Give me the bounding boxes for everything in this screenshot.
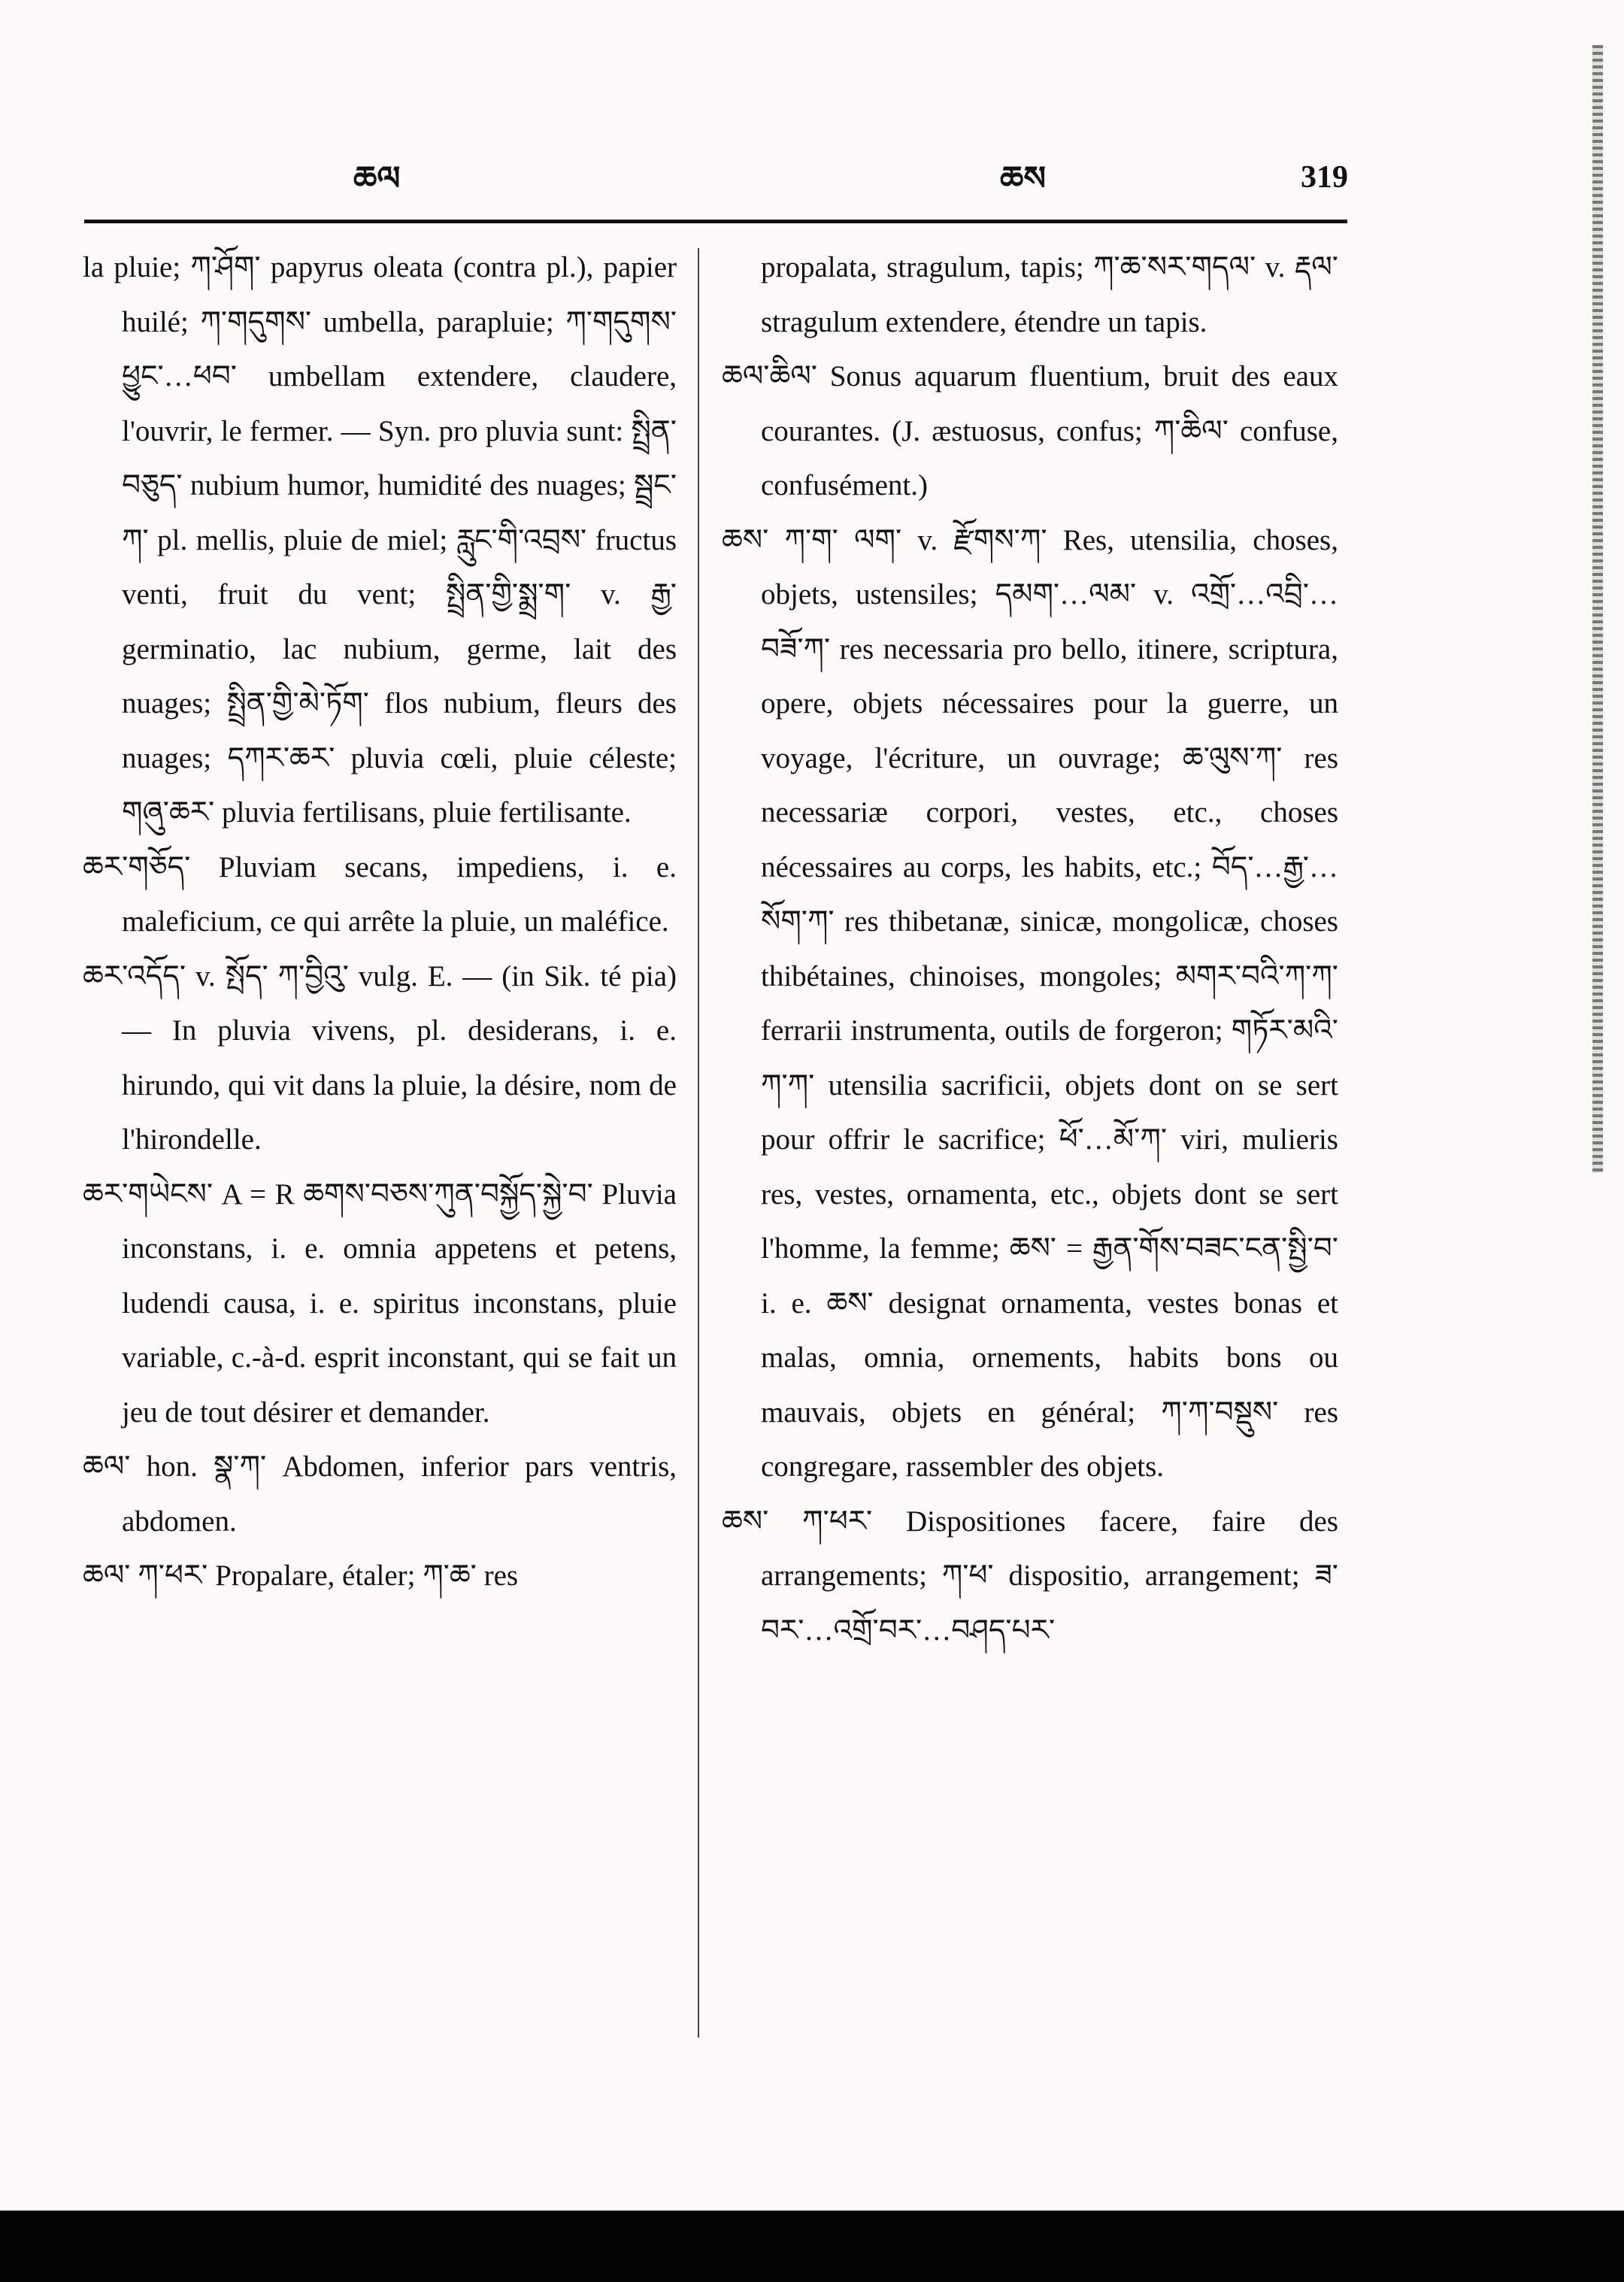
column-divider <box>698 248 699 2038</box>
header-rule <box>84 220 1347 223</box>
dictionary-entry: ཆས་ ཀ་ག་ ལག་ v. རྫོགས་ཀ་ Res, utensilia, choses, objets, ustensiles; དམག་…ལམ་ v. འགྲོ་…འབྲི་…བཟོ་ཀ་ res necessaria pro bello, itinere, scriptura, opere, objets nécessaires pour la guerre, un voyage, l'écriture, un ouvrage; ཆ་ལུས་ཀ་ res necessariæ corpori, vestes, etc., choses nécessaires au corps, les habits, etc.; བོད་…རྒྱ་…སོག་ཀ་ res thibetanæ, sinicæ, mongolicæ, choses thibétaines, chinoises, mongoles; མགར་བའི་ཀ་ཀ་ ferrarii instrumenta, outils de forgeron; གཏོར་མའི་ཀ་ཀ་ utensilia sacrificii, objets dont on se sert pour offrir le sacrifice; ཕོ་…མོ་ཀ་ viri, mulieris res, vestes, ornamenta, etc., objets dont se sert l'homme, la femme; ཆས་ = རྒྱན་གོས་བཟང་ངན་སྤྱི་བ་ i. e. ཆས་ designat ornamenta, vestes bonas et malas, omnia, ornements, habits bons ou mauvais, objets en général; ཀ་ཀ་བསྡུས་ res congregare, rassembler des objets. <box>722 523 1338 1483</box>
right-column <box>722 241 1338 1658</box>
dictionary-entry: ཆལ་ ཀ་ཕར་ Propalare, étaler; ཀ་ཆ་ res <box>83 1559 519 1592</box>
dictionary-entry: ཆར་གཡེངས་ A = R ཆགས་བཅས་ཀུན་བསྐྱོད་སྐྱེ་བ་ Pluvia inconstans, i. e. omnia appetens et petens, ludendi causa, i. e. spiritus inconstans, pluie variable, c.-à-d. esprit inconstant, qui se fait un jeu de tout désirer et demander. <box>83 1177 677 1429</box>
page-number: 319 <box>1301 160 1348 195</box>
running-head-left: ཆལ <box>353 160 401 197</box>
scan-bottom-bar <box>0 2211 1624 2282</box>
dictionary-entry: ཆལ་ཆིལ་ Sonus aquarum fluentium, bruit des eaux courantes. (J. æstuosus, confus; ཀ་ཆིལ་ confuse, confusément.) <box>722 360 1338 502</box>
dictionary-entry: propalata, stragulum, tapis; ཀ་ཆ་སར་གདལ་ v. རྡལ་ stragulum extendere, étendre un tapis. <box>761 251 1338 338</box>
running-head-center: ཆས <box>1000 160 1047 197</box>
dictionary-entry: la pluie; ཀ་ཤོག་ papyrus oleata (contra pl.), papier huilé; ཀ་གདུགས་ umbella, parapluie; ཀ་གདུགས་ཕྱུང་…ཕབ་ umbellam extendere, claudere, l'ouvrir, le fermer. — Syn. pro pluvia sunt: སྤྲིན་བཅུད་ nubium humor, humidité des nuages; སྦྲང་ཀ་ pl. mellis, pluie de miel; རླུང་གི་འབྲས་ fructus venti, fruit du vent; སྤྲིན་གྱི་སྨྲ་ག་ v. རྒྱ་ germinatio, lac nubium, germe, lait des nuages; སྤྲིན་གྱི་མེ་ཏོག་ flos nubium, fleurs des nuages; དཀར་ཆར་ pluvia cœli, pluie céleste; གཞུ་ཆར་ pluvia fertilisans, pluie fertilisante. <box>83 251 677 829</box>
dictionary-entry: ཆར་གཅོད་ Pluviam secans, impediens, i. e. maleficium, ce qui arrête la pluie, un maléfice. <box>83 850 677 938</box>
dictionary-entry: ཆས་ ཀ་ཕར་ Dispositiones facere, faire des arrangements; ཀ་ཕ་ dispositio, arrangement; ཟ་བར་…འགྲོ་བར་…བཤད་པར་ <box>722 1505 1338 1647</box>
left-column <box>83 241 677 1604</box>
dictionary-entry: ཆལ་ hon. སྣ་ཀ་ Abdomen, inferior pars ventris, abdomen. <box>83 1450 677 1538</box>
dictionary-entry: ཆར་འདོད་ v. སྤོད་ ཀ་བྱིའུ་ vulg. E. — (in Sik. té pia) — In pluvia vivens, pl. desiderans, i. e. hirundo, qui vit dans la pluie, la désire, nom de l'hirondelle. <box>83 959 677 1156</box>
scan-edge-strip <box>1592 45 1603 1173</box>
